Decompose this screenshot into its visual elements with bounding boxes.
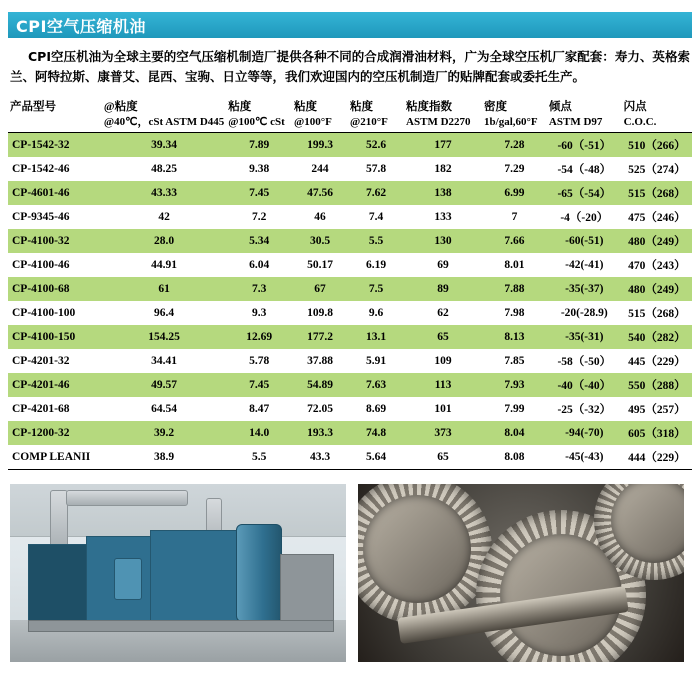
cell-viscosity-100f: 199.3	[292, 133, 348, 157]
table-row	[8, 133, 692, 157]
cell-viscosity-210f: 9.6	[368, 307, 384, 319]
cell-flash-point: 510（266）	[622, 133, 692, 157]
cell-flash-point: 515（268）	[628, 308, 686, 320]
cell-viscosity-100c: 7.89	[226, 133, 292, 157]
cell-viscosity-40c: 39.2	[102, 421, 226, 445]
cell-viscosity-210f: 7.4	[368, 211, 384, 223]
cell-viscosity-100c: 9.3	[251, 307, 267, 319]
cell-model: CP-9345-46	[12, 211, 70, 223]
compressor-module	[28, 544, 88, 622]
cell-viscosity-210f: 8.69	[365, 403, 387, 415]
cell-viscosity-40c: 96.4	[154, 307, 175, 319]
compressor-module	[150, 530, 238, 622]
cell-viscosity-index: 130	[404, 229, 482, 253]
table-row	[8, 181, 692, 205]
cell-viscosity-index: 109	[434, 355, 452, 367]
cell-viscosity-index: 69	[437, 259, 449, 271]
cell-viscosity-40c: 49.57	[102, 373, 226, 397]
table-row	[8, 373, 692, 397]
cell-viscosity-210f: 74.8	[348, 421, 404, 445]
cell-flash-point: 550（288）	[622, 373, 692, 397]
cell-model: CP-1542-32	[8, 133, 102, 157]
cell-viscosity-index: 65	[404, 325, 482, 349]
cell-viscosity-40c: 38.9	[154, 451, 175, 463]
cell-viscosity-210f: 5.91	[365, 355, 387, 367]
cell-flash-point: 480（249）	[622, 229, 692, 253]
cell-pour-point: -60（-51）	[547, 133, 622, 157]
cell-viscosity-100f: 37.88	[307, 355, 333, 367]
cell-viscosity-100f: 46	[314, 211, 326, 223]
cell-pour-point: -94(-70)	[547, 421, 622, 445]
cell-viscosity-100f: 54.89	[292, 373, 348, 397]
cell-viscosity-40c: 48.25	[151, 163, 178, 175]
cell-pour-point: -54（-48）	[557, 164, 612, 176]
cell-viscosity-index: 133	[434, 211, 452, 223]
table-row	[8, 421, 692, 445]
table-header	[8, 97, 692, 133]
cell-flash-point: 540（282）	[622, 325, 692, 349]
cell-flash-point: 444（229）	[628, 452, 686, 464]
cell-pour-point: -35(-31)	[547, 325, 622, 349]
cell-viscosity-40c: 61	[102, 277, 226, 301]
cell-viscosity-40c: 44.91	[151, 259, 178, 271]
cell-viscosity-index: 65	[437, 451, 449, 463]
cell-viscosity-100c: 12.69	[226, 325, 292, 349]
cell-viscosity-100f: 67	[292, 277, 348, 301]
cell-viscosity-100f: 109.8	[307, 307, 333, 319]
page-title: CPI空气压缩机油	[16, 16, 146, 36]
cell-viscosity-index: 113	[404, 373, 482, 397]
cell-viscosity-100c: 5.5	[251, 451, 267, 463]
cell-viscosity-100f: 47.56	[292, 181, 348, 205]
cell-model: CP-4201-32	[12, 355, 70, 367]
cell-density: 7.85	[504, 355, 525, 367]
table-row	[8, 253, 692, 277]
cell-flash-point: 475（246）	[628, 212, 686, 224]
table-body	[8, 133, 692, 469]
cell-viscosity-index: 373	[404, 421, 482, 445]
cell-viscosity-210f: 6.19	[365, 259, 387, 271]
cell-model: CP-4201-46	[8, 373, 102, 397]
column-header-viscosity-210f: 粘度 @210°F	[350, 101, 388, 128]
cell-flash-point: 605（318）	[622, 421, 692, 445]
cell-viscosity-100c: 5.34	[226, 229, 292, 253]
table-bottom-divider	[8, 469, 692, 470]
cell-viscosity-100c: 9.38	[249, 163, 270, 175]
cell-flash-point: 480（249）	[622, 277, 692, 301]
table-row	[8, 445, 692, 469]
cell-pour-point: -45(-43)	[565, 451, 604, 463]
cell-viscosity-210f: 5.64	[365, 451, 387, 463]
cell-pour-point: -35(-37)	[547, 277, 622, 301]
cell-model: CP-4100-46	[12, 259, 70, 271]
cell-model: CP-4201-68	[12, 403, 70, 415]
intro-text: CPI空压机油为全球主要的空气压缩机制造厂提供各种不同的合成润滑油材料，广为全球空压机厂家配套：寿力、英格索兰、阿特拉斯、康普艾、昆西、宝驹、日立等等，我们欢迎国内的空压机制造厂的贴牌配套或委托生产。	[10, 49, 690, 84]
cell-density: 8.13	[482, 325, 547, 349]
cell-viscosity-index: 182	[434, 163, 452, 175]
gear-machinery-photo	[358, 484, 684, 662]
cell-viscosity-210f: 7.5	[348, 277, 404, 301]
column-header-density: 密度 1b/gal,60°F	[484, 101, 538, 128]
table-row	[8, 277, 692, 301]
cell-viscosity-index: 89	[404, 277, 482, 301]
cell-viscosity-40c: 28.0	[102, 229, 226, 253]
cell-model: CP-4100-68	[8, 277, 102, 301]
cell-density: 7.29	[504, 163, 525, 175]
cell-viscosity-index: 101	[434, 403, 452, 415]
cell-viscosity-100f: 30.5	[292, 229, 348, 253]
cell-viscosity-100f: 50.17	[307, 259, 333, 271]
cell-viscosity-40c: 39.34	[102, 133, 226, 157]
cell-viscosity-210f: 5.5	[348, 229, 404, 253]
cell-density: 7.99	[504, 403, 525, 415]
column-header-viscosity-40c: @粘度 @40℃，cSt ASTM D445	[103, 101, 225, 128]
cell-flash-point: 525（274）	[628, 164, 686, 176]
cell-pour-point: -25（-32）	[557, 404, 612, 416]
cell-viscosity-100f: 177.2	[292, 325, 348, 349]
cell-model: CP-4100-32	[8, 229, 102, 253]
cell-viscosity-index: 177	[404, 133, 482, 157]
cell-density: 7.28	[482, 133, 547, 157]
document-page	[0, 12, 700, 696]
cell-viscosity-100c: 7.3	[226, 277, 292, 301]
cell-viscosity-100c: 5.78	[249, 355, 270, 367]
cell-flash-point: 495（257）	[628, 404, 686, 416]
table-row	[8, 397, 692, 421]
cell-viscosity-100c: 8.47	[249, 403, 270, 415]
cell-viscosity-100f: 43.3	[309, 451, 331, 463]
cell-viscosity-210f: 13.1	[348, 325, 404, 349]
cell-pour-point: -20(-28.9)	[560, 307, 608, 319]
cell-density: 6.99	[482, 181, 547, 205]
cell-model: COMP LEANII	[12, 451, 91, 463]
cell-model: CP-4100-150	[8, 325, 102, 349]
cell-model: CP-4601-46	[8, 181, 102, 205]
cell-density: 8.01	[504, 259, 525, 271]
cell-viscosity-100c: 7.45	[226, 181, 292, 205]
cell-viscosity-index: 62	[437, 307, 449, 319]
column-header-viscosity-100c: 粘度 @100℃ cSt	[228, 101, 285, 128]
cell-model: CP-1200-32	[8, 421, 102, 445]
table-row	[8, 157, 692, 181]
cell-viscosity-40c: 154.25	[102, 325, 226, 349]
specifications-table	[8, 97, 692, 469]
cell-viscosity-index: 138	[404, 181, 482, 205]
compressor-tank	[236, 524, 282, 622]
cell-density: 7.88	[482, 277, 547, 301]
compressor-module	[280, 554, 334, 622]
cell-pour-point: -40（-40）	[547, 373, 622, 397]
cell-pour-point: -65（-54）	[547, 181, 622, 205]
cell-viscosity-40c: 43.33	[102, 181, 226, 205]
cell-viscosity-100f: 244	[311, 163, 329, 175]
cell-viscosity-100f: 72.05	[307, 403, 333, 415]
column-header-viscosity-index: 粘度指数 ASTM D2270	[406, 101, 471, 128]
column-header-pour-point: 倾点 ASTM D97	[548, 101, 603, 128]
compressor-control-panel	[114, 558, 142, 600]
cell-viscosity-210f: 52.6	[348, 133, 404, 157]
cell-flash-point: 515（268）	[622, 181, 692, 205]
cell-pour-point: -58（-50）	[557, 356, 612, 368]
cell-pour-point: -60(-51)	[547, 229, 622, 253]
cell-viscosity-210f: 7.63	[348, 373, 404, 397]
cell-pour-point: -4（-20）	[560, 212, 609, 224]
cell-density: 7.98	[504, 307, 525, 319]
table-row	[8, 349, 692, 373]
cell-density: 7.66	[482, 229, 547, 253]
cell-viscosity-100c: 6.04	[249, 259, 270, 271]
cell-density: 8.04	[482, 421, 547, 445]
column-header-model: 产品型号	[10, 101, 56, 113]
compressor-base	[28, 620, 334, 632]
cell-viscosity-210f: 7.62	[348, 181, 404, 205]
cell-viscosity-40c: 34.41	[151, 355, 178, 367]
table-header-row	[8, 97, 692, 132]
intro-paragraph	[10, 47, 690, 87]
cell-viscosity-100c: 7.2	[251, 211, 267, 223]
cell-flash-point: 470（243）	[628, 260, 686, 272]
cell-pour-point: -42(-41)	[565, 259, 604, 271]
table-row	[8, 205, 692, 229]
column-header-flash-point: 闪点 C.O.C.	[623, 101, 657, 128]
cell-model: CP-4100-100	[12, 307, 76, 319]
cell-model: CP-1542-46	[12, 163, 70, 175]
cell-viscosity-100f: 193.3	[292, 421, 348, 445]
cell-flash-point: 445（229）	[628, 356, 686, 368]
cell-viscosity-100c: 7.45	[226, 373, 292, 397]
cell-viscosity-40c: 42	[158, 211, 170, 223]
table-row	[8, 325, 692, 349]
page-title-bar	[8, 12, 692, 38]
table-row	[8, 301, 692, 325]
compressor-pipe	[66, 490, 188, 506]
table-row	[8, 229, 692, 253]
cell-density: 8.08	[504, 451, 525, 463]
cell-density: 7	[511, 211, 518, 223]
air-compressor-unit-photo	[10, 484, 346, 662]
cell-viscosity-100c: 14.0	[226, 421, 292, 445]
column-header-viscosity-100f: 粘度 @100°F	[294, 101, 332, 128]
cell-viscosity-210f: 57.8	[365, 163, 387, 175]
cell-density: 7.93	[482, 373, 547, 397]
photo-strip	[10, 484, 690, 662]
cell-viscosity-40c: 64.54	[151, 403, 178, 415]
